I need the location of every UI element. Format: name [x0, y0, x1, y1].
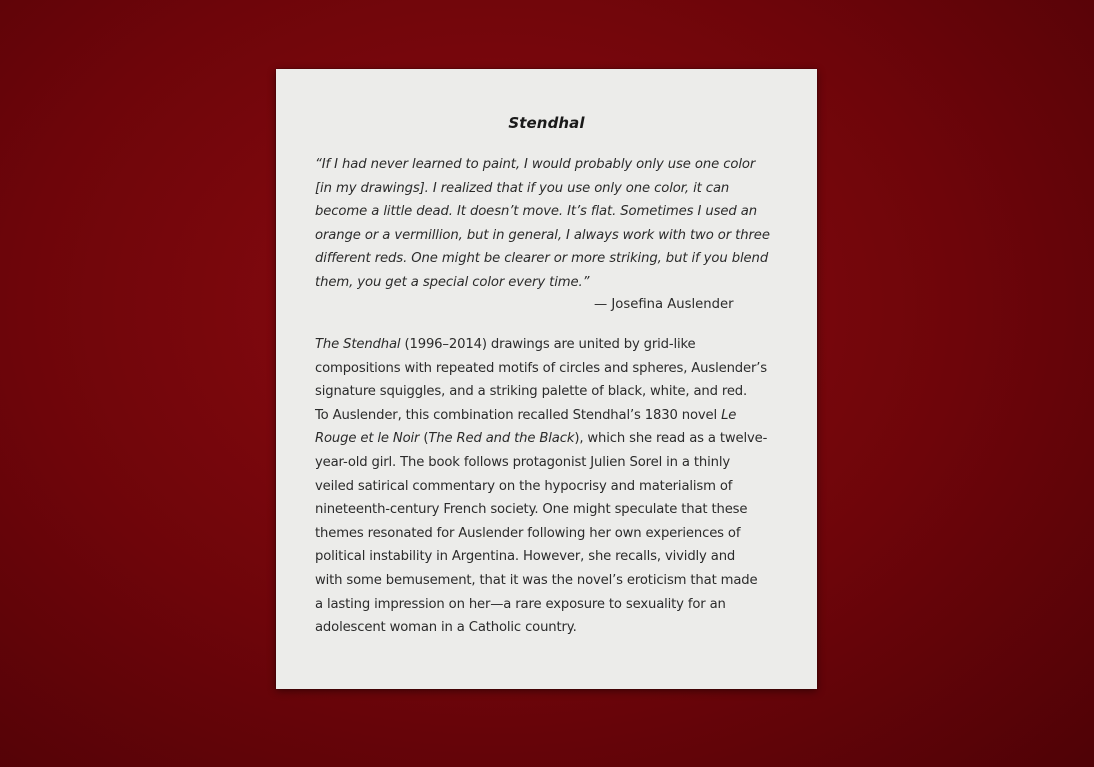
artist-quote	[315, 153, 785, 295]
quote-line: [in my drawings]. I realized that if you use only one color, it can	[315, 180, 730, 196]
quote-line: different reds. One might be clearer or more striking, but if you blend	[315, 251, 769, 267]
wall-label-card	[276, 69, 817, 689]
quote-line: orange or a vermillion, but in general, I always work with two or three	[315, 227, 770, 243]
body-line: compositions with repeated motifs of circles and spheres, Auslender’s	[315, 360, 768, 376]
body-line: a lasting impression on her—a rare exposure to sexuality for an	[315, 596, 726, 612]
body-line: Rouge et le Noir (The Red and the Black), which she read as a twelve-	[315, 431, 768, 447]
body-line: themes resonated for Auslender following her own experiences of	[315, 525, 741, 541]
quote-line: them, you get a special color every time.”	[315, 274, 590, 290]
body-line: political instability in Argentina. However, she recalls, vividly and	[315, 549, 736, 565]
series-title: The Stendhal	[315, 337, 401, 352]
novel-title: Le	[721, 407, 737, 423]
body-line: adolescent woman in a Catholic country.	[315, 620, 577, 636]
quote-line: “If I had never learned to paint, I would probably only use one color	[315, 157, 756, 172]
body-line: To Auslender, this combination recalled Stendhal’s 1830 novel Le	[315, 407, 737, 423]
body-line: nineteenth-century French society. One might speculate that these	[315, 502, 748, 518]
body-line: with some bemusement, that it was the novel’s eroticism that made	[315, 572, 758, 588]
body-line: The Stendhal (1996–2014) drawings are united by grid-like	[315, 337, 696, 352]
body-line: year-old girl. The book follows protagonist Julien Sorel in a thinly	[315, 454, 730, 470]
quote-line: become a little dead. It doesn’t move. It’s flat. Sometimes I used an	[315, 204, 758, 220]
novel-title-translation: The Red and the Black	[428, 431, 575, 447]
body-line: signature squiggles, and a striking palette of black, white, and red.	[315, 384, 748, 400]
novel-title: Rouge et le Noir	[315, 431, 420, 447]
quote-attribution: — Josefina Auslender	[594, 297, 734, 312]
body-line: veiled satirical commentary on the hypocrisy and materialism of	[315, 478, 733, 494]
label-title: Stendhal	[508, 114, 585, 132]
description-paragraph	[315, 333, 790, 640]
